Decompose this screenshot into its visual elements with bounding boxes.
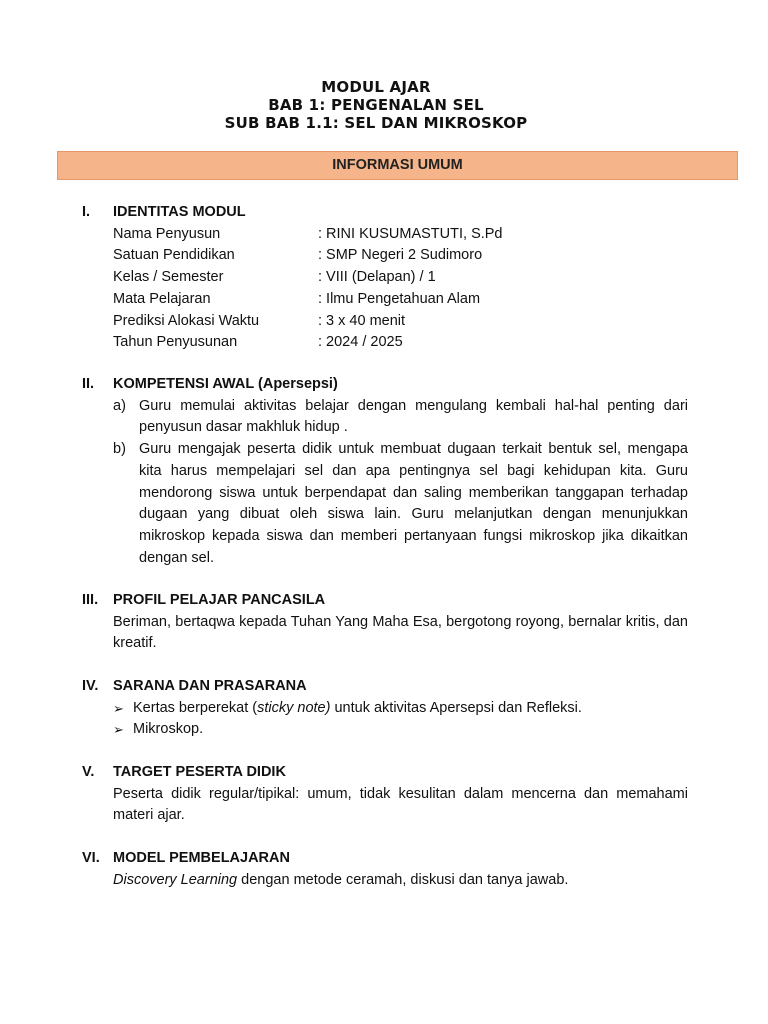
list-item-text: Guru mengajak peserta didik untuk membuat dugaan terkait bentuk sel, mengapa kita harus mempelajari sel dan apa pentingnya sel bagi kehidupan kita. Guru mendorong siswa untuk berpendapat dan saling memberikan tanggapan terhadap dugaan yang dibuat oleh siswa lain. Guru melanjutkan dengan menunjukkan mikroskop kepada siswa dan memberi pertanyaan fungsi mikroskop jika dikaitkan dengan sel. (139, 441, 688, 566)
list-item (113, 439, 688, 569)
section-profil (82, 590, 688, 655)
sarana-text-post: untuk aktivitas Apersepsi dan Refleksi. (330, 699, 582, 716)
model-rest: dengan metode ceramah, diskusi dan tanya jawab. (237, 871, 569, 888)
section-heading (82, 848, 688, 870)
kompetensi-list (82, 396, 688, 570)
identitas-row (113, 289, 688, 311)
list-item (113, 698, 688, 720)
identitas-value: : 2024 / 2025 (318, 334, 403, 351)
list-item-text (133, 698, 582, 720)
section-title: PROFIL PELAJAR PANCASILA (113, 592, 326, 608)
identitas-key: Mata Pelajaran (113, 290, 211, 307)
sarana-list (82, 698, 688, 741)
section-number: V. (82, 764, 95, 780)
sarana-text-italic: sticky note) (257, 699, 331, 716)
profil-text: Beriman, bertaqwa kepada Tuhan Yang Maha Esa, bergotong royong, bernalar kritis, dan kreatif. (113, 613, 688, 652)
section-heading (82, 202, 688, 224)
section-title: IDENTITAS MODUL (113, 204, 246, 220)
identitas-value: : 3 x 40 menit (318, 312, 406, 329)
model-italic: Discovery Learning (113, 871, 238, 888)
list-item (113, 719, 688, 741)
arrowhead-bullet-icon: ➢ (113, 722, 124, 738)
identitas-key: Tahun Penyusunan (113, 334, 238, 351)
identitas-key: Prediksi Alokasi Waktu (113, 312, 260, 329)
info-umum-banner: INFORMASI UMUM (57, 151, 738, 180)
section-title: SARANA DAN PRASARANA (113, 678, 307, 694)
section-heading (82, 676, 688, 698)
identitas-value: : VIII (Delapan) / 1 (318, 269, 436, 286)
section-kompetensi (82, 374, 688, 569)
model-text (82, 870, 688, 892)
identitas-key: Satuan Pendidikan (113, 247, 235, 264)
identitas-value: : RINI KUSUMASTUTI, S.Pd (318, 225, 503, 242)
sarana-text-pre: Kertas berperekat ( (133, 699, 258, 716)
identitas-row (113, 224, 688, 246)
identitas-table (82, 224, 688, 354)
section-number: VI. (82, 850, 100, 866)
identitas-key: Nama Penyusun (113, 225, 221, 242)
section-heading (82, 374, 688, 396)
section-heading (82, 590, 688, 612)
section-number: II. (82, 376, 95, 392)
identitas-row (113, 245, 688, 267)
section-number: IV. (82, 678, 99, 694)
section-title: MODEL PEMBELAJARAN (113, 850, 290, 866)
identitas-value: : SMP Negeri 2 Sudimoro (318, 247, 483, 264)
title-line-1: MODUL AJAR (321, 78, 431, 96)
section-model (82, 848, 688, 891)
section-number: III. (82, 592, 99, 608)
list-item (113, 396, 688, 439)
target-text: Peserta didik regular/tipikal: umum, tidak kesulitan dalam mencerna dan memahami materi ajar. (113, 785, 688, 824)
document-title (0, 78, 768, 132)
section-target (82, 762, 688, 827)
section-title: TARGET PESERTA DIDIK (113, 764, 286, 780)
identitas-key: Kelas / Semester (113, 269, 224, 286)
identitas-value: : Ilmu Pengetahuan Alam (318, 290, 481, 307)
section-number: I. (82, 204, 91, 220)
section-sarana (82, 676, 688, 741)
section-title: KOMPETENSI AWAL (Apersepsi) (113, 376, 338, 392)
identitas-row (113, 267, 688, 289)
identitas-row (113, 311, 688, 333)
identitas-row (113, 332, 688, 354)
title-line-2: BAB 1: PENGENALAN SEL (268, 96, 484, 114)
title-line-3: SUB BAB 1.1: SEL DAN MIKROSKOP (224, 114, 528, 132)
list-marker: b) (113, 441, 126, 458)
list-marker: a) (113, 397, 126, 414)
list-item-text: Mikroskop. (133, 721, 204, 738)
section-heading (82, 762, 688, 784)
list-item-text: Guru memulai aktivitas belajar dengan mengulang kembali hal-hal penting dari penyusun dasar makhluk hidup . (139, 397, 688, 436)
arrowhead-bullet-icon: ➢ (113, 700, 124, 716)
section-identitas (82, 202, 688, 354)
